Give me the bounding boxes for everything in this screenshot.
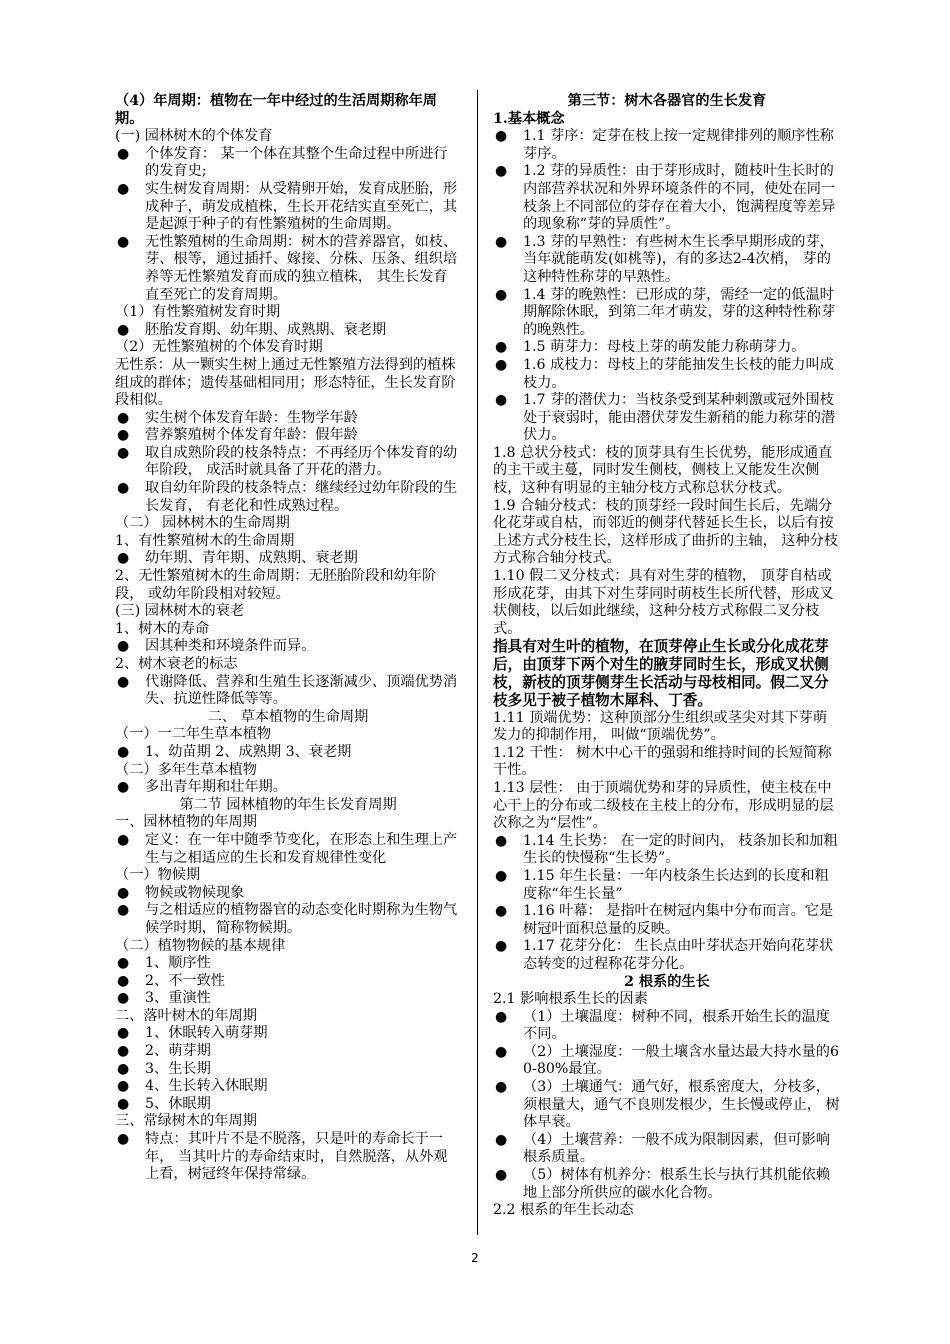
bullet-item bbox=[115, 322, 461, 340]
bullet-icon: ● bbox=[117, 990, 130, 1007]
bullet-icon: ● bbox=[495, 1008, 508, 1025]
paragraph: （二）多年生草本植物 bbox=[115, 761, 257, 778]
bullet-item bbox=[493, 357, 841, 392]
bullet-item bbox=[493, 868, 841, 903]
bullet-icon: ● bbox=[117, 743, 130, 760]
bullet-icon: ● bbox=[117, 550, 130, 567]
bullet-icon: ● bbox=[495, 233, 508, 250]
bullet-text: 1、幼苗期 2、成熟期 3、衰老期 bbox=[145, 743, 352, 760]
bullet-icon: ● bbox=[495, 832, 508, 849]
section-heading: 二、 草本植物的生命周期 bbox=[207, 708, 369, 725]
bullet-text: （2）土壤湿度：一般土壤含水量达最大持水量的60-80%最宜。 bbox=[523, 1043, 839, 1078]
bullet-item bbox=[115, 445, 461, 480]
bullet-text: 2、不一致性 bbox=[145, 972, 225, 989]
paragraph: 1.13 层性： 由于顶端优势和芽的异质性，使主枝在中心干上的分布或二级枝在主枝上的分布，形成明显的层次称之为“层性”。 bbox=[493, 779, 834, 832]
bullet-icon: ● bbox=[495, 286, 508, 303]
bullet-item bbox=[115, 1131, 461, 1184]
bullet-icon: ● bbox=[117, 321, 130, 338]
bullet-text: 实生树个体发育年龄：生物学年龄 bbox=[145, 409, 358, 426]
bullet-text: 实生树发育周期：从受精卵开始，发育成胚胎，形成种子，萌发成植株，生长开花结实直至死亡，其是起源于种子的有性繁殖树的生命周期。 bbox=[145, 180, 458, 233]
bullet-icon: ● bbox=[117, 1060, 130, 1077]
bullet-icon: ● bbox=[117, 1131, 130, 1148]
bullet-item bbox=[115, 955, 461, 973]
bullet-item bbox=[493, 234, 841, 287]
bullet-item bbox=[493, 287, 841, 340]
bullet-item bbox=[115, 427, 461, 445]
bullet-item bbox=[493, 392, 841, 445]
bullet-item bbox=[493, 128, 841, 163]
bullet-text: 特点：其叶片不是不脱落，只是叶的寿命长于一年， 当其叶片的寿命结束时，自然脱落，从外观上看，树冠终年保持常绿。 bbox=[145, 1131, 448, 1183]
paragraph: （二）植物物候的基本规律 bbox=[115, 937, 286, 954]
paragraph: 1.11 顶端优势：这种顶部分生组织或茎尖对其下芽萌发力的抑制作用， 叫做“顶端优势”。 bbox=[493, 709, 828, 744]
bullet-text: 3、生长期 bbox=[145, 1060, 211, 1077]
paragraph: （一）物候期 bbox=[115, 867, 201, 884]
paragraph: 1.9 合轴分枝式：枝的顶芽经一段时间生长后，先端分化花芽或自枯，而邻近的侧芽代替延长生长，以后有按上述方式分枝生长，这样形成了曲折的主轴， 这种分枝方式称合轴分枝式。 bbox=[493, 497, 839, 567]
bullet-icon: ● bbox=[117, 1095, 130, 1112]
bullet-item bbox=[115, 1096, 461, 1114]
bullet-text: 1.17 花芽分化： 生长点由叶芽状态开始向花芽状态转变的过程称花芽分化。 bbox=[523, 938, 834, 972]
paragraph: 1、树木的寿命 bbox=[115, 620, 210, 637]
bullet-icon: ● bbox=[495, 938, 508, 955]
paragraph: 一、园林植物的年周期 bbox=[115, 814, 257, 831]
bullet-text: （3）土壤通气：通气好，根系密度大，分枝多，须根量大，通气不良则发根少，生长慢或停止， 树体早衰。 bbox=[523, 1079, 840, 1131]
bullet-icon: ● bbox=[495, 903, 508, 920]
paragraph: （一）一二年生草本植物 bbox=[115, 726, 272, 743]
section-title: 2 根系的生长 bbox=[624, 973, 710, 990]
bullet-item bbox=[493, 1132, 841, 1167]
bullet-text: （4）土壤营养：一般不成为限制因素，但可影响根系质量。 bbox=[523, 1131, 830, 1166]
bullet-text: 1、休眠转入萌芽期 bbox=[145, 1025, 268, 1042]
bullet-icon: ● bbox=[117, 444, 130, 461]
paragraph: 2、树木衰老的标志 bbox=[115, 656, 238, 672]
bullet-item bbox=[115, 779, 461, 797]
bullet-icon: ● bbox=[117, 902, 130, 919]
bullet-item bbox=[115, 1043, 461, 1061]
bullet-text: 取自成熟阶段的枝条特点：不再经历个体发育的幼年阶段， 成活时就具备了开花的潜力。 bbox=[145, 444, 458, 479]
bullet-text: 定义：在一年中随季节变化，在形态上和生理上产生与之相适应的生长和发育规律性变化 bbox=[145, 831, 458, 866]
bullet-text: 胚胎发育期、幼年期、成熟期、衰老期 bbox=[145, 321, 387, 338]
bullet-item bbox=[115, 410, 461, 428]
bullet-text: 1.3 芽的早熟性：有些树木生长季早期形成的芽，当年就能萌发(如桃等)，有的多达2-4次梢， 芽的这种特性称芽的早熟性。 bbox=[523, 233, 834, 285]
bullet-item bbox=[493, 339, 841, 357]
bullet-icon: ● bbox=[495, 1131, 508, 1148]
bullet-text: （5）树体有机养分：根系生长与执行其机能依赖地上部分所供应的碳水化合物。 bbox=[523, 1167, 830, 1201]
bold-heading: 1.基本概念 bbox=[493, 110, 565, 127]
bullet-text: 1.1 芽序：定芽在枝上按一定规律排列的顺序性称芽序。 bbox=[523, 128, 834, 162]
paragraph: 2、无性繁殖树木的生命周期：无胚胎阶段和幼年阶段， 或幼年阶段相对较短。 bbox=[115, 568, 437, 602]
bullet-text: （1）土壤温度：树种不同，根系开始生长的温度不同。 bbox=[523, 1008, 830, 1043]
bullet-text: 1.5 萌芽力：母枝上芽的萌发能力称萌芽力。 bbox=[523, 339, 806, 356]
bullet-text: 1.2 芽的异质性：由于芽形成时，随枝叶生长时的内部营养状况和外界环境条件的不同，使处在同一枝条上不同部位的芽存在着大小，饱满程度等差异的现象称“芽的异质性”。 bbox=[523, 163, 836, 233]
bullet-item bbox=[115, 902, 461, 937]
bullet-icon: ● bbox=[495, 339, 508, 356]
paragraph: （2）无性繁殖树的个体发育时期 bbox=[115, 339, 323, 356]
bullet-icon: ● bbox=[495, 1167, 508, 1184]
bullet-icon: ● bbox=[117, 638, 130, 655]
bullet-item bbox=[493, 1044, 841, 1079]
bullet-icon: ● bbox=[117, 972, 130, 989]
bullet-text: 取自幼年阶段的枝条特点：继续经过幼年阶段的生长发育， 有老化和性成熟过程。 bbox=[145, 480, 458, 514]
paragraph: 1.8 总状分枝式：枝的顶芽具有生长优势，能形成通直的主干或主蔓，同时发生侧枝，侧枝上又能发生次侧枝，这种有明显的主轴分枝方式称总状分枝式。 bbox=[493, 444, 833, 497]
bullet-text: 代谢降低、营养和生殖生长逐渐减少、顶端优势消失、抗逆性降低等等。 bbox=[145, 673, 458, 708]
bullet-item bbox=[115, 234, 461, 304]
bullet-icon: ● bbox=[117, 427, 130, 444]
bullet-text: 1.4 芽的晚熟性：已形成的芽，需经一定的低温时期解除休眠，到第二年才萌发，芽的这种特性称芽的晚熟性。 bbox=[523, 286, 836, 338]
bullet-item bbox=[115, 973, 461, 991]
bullet-text: 营养繁殖树个体发育年龄：假年龄 bbox=[145, 427, 358, 444]
bullet-icon: ● bbox=[117, 1025, 130, 1042]
bullet-text: 4、生长转入休眠期 bbox=[145, 1078, 268, 1095]
bullet-text: 个体发育： 某一个体在其整个生命过程中所进行的发育史; bbox=[145, 145, 448, 180]
bullet-text: 2、萌芽期 bbox=[145, 1043, 211, 1060]
bullet-item bbox=[493, 1009, 841, 1044]
bullet-item bbox=[115, 480, 461, 515]
bullet-item bbox=[493, 1079, 841, 1132]
bullet-icon: ● bbox=[117, 409, 130, 426]
bullet-icon: ● bbox=[117, 480, 130, 497]
section-heading: 第二节 园林植物的年生长发育周期 bbox=[179, 796, 397, 813]
bullet-text: 5、休眠期 bbox=[145, 1095, 211, 1112]
paragraph: （1）有性繁殖树发育时期 bbox=[115, 304, 281, 321]
paragraph: 二、落叶树木的年周期 bbox=[115, 1007, 257, 1024]
bold-heading: （4）年周期：植物在一年中经过的生活周期称年周期。 bbox=[115, 93, 437, 127]
bullet-item bbox=[493, 903, 841, 938]
bullet-text: 1、顺序性 bbox=[145, 955, 211, 972]
paragraph: (一) 园林树木的个体发育 bbox=[115, 128, 273, 145]
bullet-text: 1.7 芽的潜伏力：当枝条受到某种刺激或冠外围枝处于衰弱时，能由潜伏芽发生新稍的能力称芽的潜伏力。 bbox=[523, 392, 836, 444]
paragraph: 无性系：从一颗实生树上通过无性繁殖方法得到的植株组成的群体；遗传基础相同用；形态特征，生长发育阶段相似。 bbox=[115, 356, 456, 409]
bullet-item bbox=[115, 990, 461, 1008]
left-column bbox=[115, 93, 461, 1184]
bullet-icon: ● bbox=[495, 128, 508, 145]
bullet-icon: ● bbox=[117, 180, 130, 197]
paragraph: 1.10 假二叉分枝式：具有对生芽的植物， 顶芽自枯或形成花芽，由其下对生芽同时萌枝生长所代替，形成叉状侧枝，以后如此继续，这种分枝方式称假二叉分枝式。 bbox=[493, 568, 834, 637]
bullet-icon: ● bbox=[117, 1078, 130, 1095]
paragraph: (三) 园林树木的衰老 bbox=[115, 603, 245, 620]
bullet-item bbox=[115, 885, 461, 903]
bullet-text: 物候或物候现象 bbox=[145, 884, 245, 901]
paragraph: 三、常绿树木的年周期 bbox=[115, 1113, 257, 1130]
paragraph: 2.2 根系的年生长动态 bbox=[493, 1202, 634, 1219]
bullet-text: 3、重演性 bbox=[145, 990, 211, 1007]
bullet-item bbox=[493, 1167, 841, 1202]
bullet-item bbox=[115, 832, 461, 867]
bullet-text: 幼年期、青年期、成熟期、衰老期 bbox=[145, 550, 358, 567]
bullet-text: 1.16 叶幕： 是指叶在树冠内集中分布而言。它是树冠叶面积总量的反映。 bbox=[523, 903, 834, 937]
bullet-item bbox=[115, 181, 461, 234]
bullet-icon: ● bbox=[117, 145, 130, 162]
bullet-item bbox=[115, 1061, 461, 1079]
right-column bbox=[493, 93, 841, 1220]
bullet-text: 多出青年期和壮年期。 bbox=[145, 779, 287, 796]
bullet-item bbox=[115, 638, 461, 656]
bullet-icon: ● bbox=[495, 163, 508, 180]
bullet-item bbox=[493, 938, 841, 973]
paragraph: （二） 园林树木的生命周期 bbox=[115, 515, 290, 532]
bullet-icon: ● bbox=[117, 673, 130, 690]
bullet-icon: ● bbox=[495, 392, 508, 409]
bold-paragraph: 指具有对生叶的植物，在顶芽停止生长或分化成花芽后，由顶芽下两个对生的腋芽同时生长，形成叉状侧枝，新枝的顶芽侧芽生长活动与母枝相同。假二叉分枝多见于被子植物木犀科、丁香。 bbox=[493, 638, 829, 709]
paragraph: 2.1 影响根系生长的因素 bbox=[493, 991, 648, 1008]
bullet-icon: ● bbox=[495, 356, 508, 373]
paragraph: 1.12 干性： 树木中心干的强弱和维持时间的长短简称干性。 bbox=[493, 744, 832, 779]
section-title: 第三节：树木各器官的生长发育 bbox=[567, 93, 767, 109]
bullet-text: 1.6 成枝力：母枝上的芽能抽发生长枝的能力叫成枝力。 bbox=[523, 356, 834, 391]
bullet-icon: ● bbox=[117, 779, 130, 796]
page-number: 2 bbox=[471, 1251, 479, 1265]
bullet-item bbox=[493, 163, 841, 233]
bullet-item bbox=[115, 550, 461, 568]
bullet-icon: ● bbox=[117, 955, 130, 972]
bullet-text: 无性繁殖树的生命周期：树木的营养器官，如枝、芽、根等，通过插扦、嫁接、分株、压条、组织培养等无性繁殖发育而成的独立植株， 其生长发育直至死亡的发育周期。 bbox=[145, 233, 458, 303]
bullet-item bbox=[115, 146, 461, 181]
bullet-text: 因其种类和环境条件而异。 bbox=[145, 638, 316, 655]
bullet-item bbox=[493, 833, 841, 868]
bullet-item bbox=[115, 1078, 461, 1096]
bullet-item bbox=[115, 1025, 461, 1043]
bullet-icon: ● bbox=[117, 233, 130, 250]
bullet-icon: ● bbox=[495, 1079, 508, 1096]
paragraph: 1、有性繁殖树木的生命周期 bbox=[115, 532, 295, 549]
bullet-text: 1.14 生长势： 在一定的时间内， 枝条加长和加粗生长的快慢称“生长势”。 bbox=[523, 832, 838, 867]
bullet-icon: ● bbox=[117, 1043, 130, 1060]
bullet-text: 1.15 年生长量：一年内枝条生长达到的长度和粗度称“年生长量” bbox=[523, 867, 829, 902]
bullet-item bbox=[115, 744, 461, 762]
bullet-icon: ● bbox=[495, 867, 508, 884]
column-divider bbox=[477, 90, 478, 1235]
bullet-icon: ● bbox=[117, 831, 130, 848]
bullet-text: 与之相适应的植物器官的动态变化时期称为生物气候学时期，简称物候期。 bbox=[145, 902, 458, 936]
bullet-icon: ● bbox=[495, 1043, 508, 1060]
bullet-item bbox=[115, 674, 461, 709]
bullet-icon: ● bbox=[117, 884, 130, 901]
